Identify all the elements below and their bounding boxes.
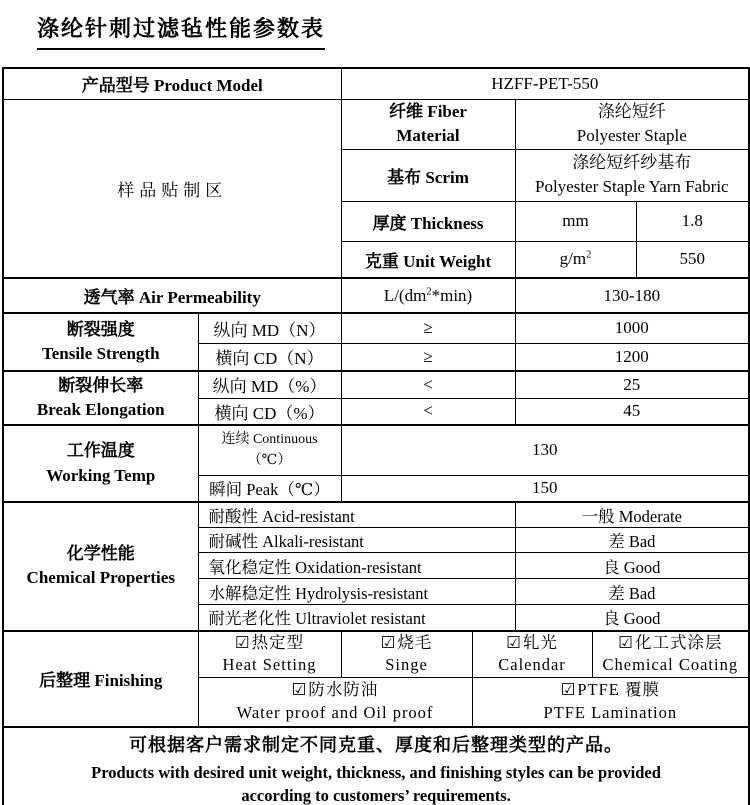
chemical-item-value-cell: 良 Good <box>515 605 749 631</box>
fiber-label-cell: 纤维 Fiber Material <box>341 99 515 149</box>
thickness-unit-cell: mm <box>515 201 636 241</box>
unit-weight-value-cell: 550 <box>636 241 749 278</box>
sample-area-cell <box>3 99 341 278</box>
checked-checkbox-icon: ☑ <box>506 632 522 652</box>
chemical-item-name-cell: 耐碱性 Alkali-resistant <box>198 528 515 553</box>
chemical-item-name-cell: 耐光老化性 Ultraviolet resistant <box>198 605 515 631</box>
checked-checkbox-icon: ☑ <box>291 680 308 700</box>
product-model-value-cell: HZFF-PET-550 <box>341 68 749 99</box>
tensile-strength-label-cell: 断裂强度 Tensile Strength <box>3 313 198 371</box>
fiber-value-cell: 涤纶短纤 Polyester Staple <box>515 99 749 149</box>
parameters-table <box>2 67 750 805</box>
temp-peak-label-cell: 瞬间 Peak（℃） <box>198 475 341 502</box>
unit-weight-unit-cell: $g/m^2$ <box>515 241 636 278</box>
tensile-md-label-cell: 纵向 MD（N） <box>198 313 341 343</box>
air-permeability-label-cell: 透气率 Air Permeability <box>3 278 341 313</box>
thickness-value-cell: 1.8 <box>636 201 749 241</box>
temp-peak-value-cell: 150 <box>341 475 749 502</box>
finishing-option-waterproof-cell: ☑防水防油 Water proof and Oil proof <box>198 678 472 727</box>
tensile-md-operator-cell: ≥ <box>341 313 515 343</box>
break-elongation-label-cell: 断裂伸长率 Break Elongation <box>3 371 198 425</box>
chemical-item-value-cell: 差 Bad <box>515 528 749 553</box>
chemical-item-name-cell: 水解稳定性 Hydrolysis-resistant <box>198 579 515 605</box>
temp-continuous-value-cell: 130 <box>341 425 749 475</box>
checked-checkbox-icon: ☑ <box>560 680 577 700</box>
tensile-cd-operator-cell: ≥ <box>341 343 515 371</box>
chemical-item-value-cell: 一般 Moderate <box>515 502 749 528</box>
footer-note-zh: 可根据客户需求制定不同克重、厚度和后整理类型的产品。 <box>129 734 624 755</box>
chemical-item-name-cell: 氧化稳定性 Oxidation-resistant <box>198 553 515 579</box>
unit-weight-label-cell: 克重 Unit Weight <box>341 241 515 278</box>
air-permeability-unit-cell: $L/(dm^2*\min)$ <box>341 278 515 313</box>
finishing-option-chemical-coating-cell: ☑化工式涂层 Chemical Coating <box>592 631 749 678</box>
tensile-cd-value-cell: 1200 <box>515 343 749 371</box>
tensile-md-value-cell: 1000 <box>515 313 749 343</box>
elongation-md-label-cell: 纵向 MD（%） <box>198 371 341 398</box>
finishing-label-cell: 后整理 Finishing <box>3 631 198 727</box>
checked-checkbox-icon: ☑ <box>618 632 634 652</box>
scrim-value-cell: 涤纶短纤纱基布 Polyester Staple Yarn Fabric <box>515 149 749 201</box>
working-temp-label-cell: 工作温度 Working Temp <box>3 425 198 502</box>
sample-area-label: 样品贴制区 <box>117 180 228 200</box>
footer-note-en-line1: Products with desired unit weight, thickness, and finishing styles can be provided <box>91 762 661 782</box>
finishing-option-ptfe-cell: ☑PTFE 覆膜 PTFE Lamination <box>472 678 749 727</box>
thickness-label-cell: 厚度 Thickness <box>341 201 515 241</box>
footer-note-en-line2: according to customers’ requirements. <box>241 785 511 805</box>
scrim-label-cell: 基布 Scrim <box>341 149 515 201</box>
chemical-item-value-cell: 差 Bad <box>515 579 749 605</box>
temp-continuous-label-cell: 连续 Continuous （℃） <box>198 425 341 475</box>
finishing-option-singe-cell: ☑烧毛 Singe <box>341 631 472 678</box>
checked-checkbox-icon: ☑ <box>234 632 251 652</box>
air-permeability-value-cell: 130-180 <box>515 278 749 313</box>
chemical-item-name-cell: 耐酸性 Acid-resistant <box>198 502 515 528</box>
elongation-cd-operator-cell: < <box>341 398 515 425</box>
footer-note-cell <box>3 727 749 805</box>
page-title: 涤纶针刺过滤毡性能参数表 <box>37 12 325 50</box>
product-model-label-cell: 产品型号 Product Model <box>3 68 341 99</box>
finishing-option-heat-setting-cell: ☑热定型 Heat Setting <box>198 631 341 678</box>
elongation-md-operator-cell: < <box>341 371 515 398</box>
elongation-cd-label-cell: 横向 CD（%） <box>198 398 341 425</box>
chemical-properties-label-cell: 化学性能 Chemical Properties <box>3 502 198 631</box>
checked-checkbox-icon: ☑ <box>380 632 397 652</box>
elongation-md-value-cell: 25 <box>515 371 749 398</box>
chemical-item-value-cell: 良 Good <box>515 553 749 579</box>
tensile-cd-label-cell: 横向 CD（N） <box>198 343 341 371</box>
elongation-cd-value-cell: 45 <box>515 398 749 425</box>
finishing-option-calendar-cell: ☑轧光 Calendar <box>472 631 592 678</box>
